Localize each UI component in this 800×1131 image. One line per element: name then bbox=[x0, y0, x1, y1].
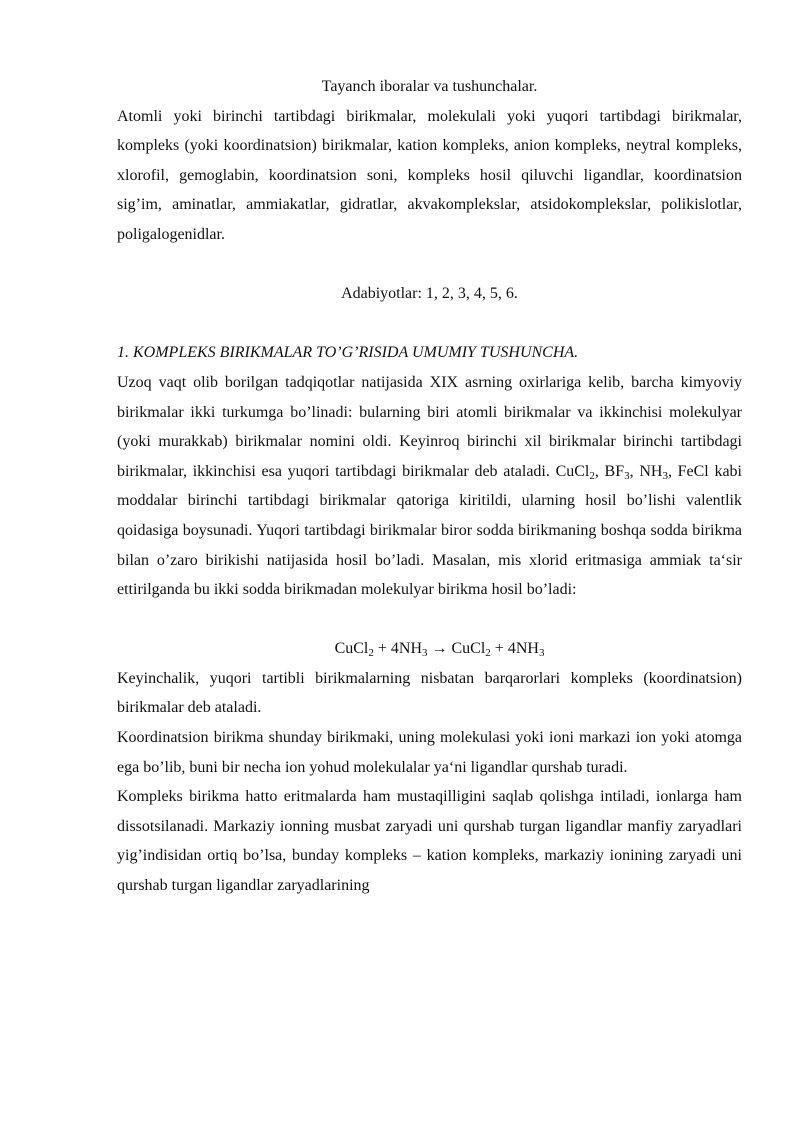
text-run: , NH bbox=[629, 462, 663, 480]
chemical-equation bbox=[117, 634, 742, 664]
text-run: , FeCl kabi moddalar birinchi tartibdagi birikmalar qatoriga kiritildi, ularning hosil bo’lishi valentlik qoidasiga boysunadi. Yuqori tartibdagi birikmalar biror sodda birikmaning boshqa sodda birikma bilan o’zaro birikishi natijasida hosil bo’ladi. Masalan, mis xlorid eritmasiga ammiak ta‘sir ettirilganda bu ikki sodda birikmadan molekulyar birikma hosil bo’ladi: bbox=[117, 462, 742, 599]
spacer bbox=[117, 605, 742, 635]
spacer bbox=[117, 309, 742, 339]
formula-term: CuCl bbox=[451, 640, 486, 658]
subscript: 3 bbox=[538, 647, 545, 660]
keywords-paragraph: Atomli yoki birinchi tartibdagi birikmalar, molekulali yoki yuqori tartibdagi birikmalar, kompleks (yoki koordinatsion) birikmalar, kation kompleks, anion kompleks, neytral kompleks, xlorofil, gemoglabin, koordinatsion soni, kompleks hosil qiluvchi ligandlar, koordinatsion sig’im, aminatlar, ammiakatlar, gidratlar, akvakomplekslar, atsidokomplekslar, polikislotlar, poligalogenidlar. bbox=[117, 107, 742, 243]
text-run: Uzoq vaqt olib borilgan tadqiqotlar natijasida XIX asrning oxirlariga kelib, barcha kimyoviy birikmalar ikki turkumga bo’linadi: bularning biri atomli birikmalar va ikkinchisi molekulyar (yoki murakkab) birikmalar nomini oldi. Keyinroq birinchi xil birikmalar birinchi tartibdagi birikmalar, ikkinchisi esa yuqori tartibdagi birikmalar deb ataladi. CuCl bbox=[117, 373, 742, 480]
literature-line: Adabiyotlar: 1, 2, 3, 4, 5, 6. bbox=[341, 285, 518, 303]
complex-stability-paragraph: Kompleks birikma hatto eritmalarda ham mustaqilligini saqlab qolishga intiladi, ionlarga ham dissotsilanadi. Markaziy ionning musbat zaryadi uni qurshab turgan ligandlar manfiy zaryadlari yig’indisidan ortiq bo’lsa, bunday kompleks – kation kompleks, markaziy ionining zaryadi uni qurshab turgan ligandlar zaryadlarining bbox=[117, 788, 742, 895]
intro-paragraph bbox=[117, 368, 742, 605]
section-heading: 1. KOMPLEKS BIRIKMALAR TO’G’RISIDA UMUMIY TUSHUNCHA. bbox=[117, 344, 579, 362]
complex-definition-paragraph: Keyinchalik, yuqori tartibli birikmalarning nisbatan barqarorlari kompleks (koordinatsion) birikmalar deb ataladi. bbox=[117, 669, 742, 717]
formula-term: CuCl bbox=[334, 640, 369, 658]
formula-term: + 4NH bbox=[490, 640, 539, 658]
formula-term: + 4NH bbox=[373, 640, 422, 658]
subscript: 2 bbox=[485, 647, 491, 660]
subscript: 3 bbox=[422, 647, 428, 660]
document-page bbox=[117, 72, 742, 901]
coordination-definition-paragraph: Koordinatsion birikma shunday birikmaki, uning molekulasi yoki ioni markazi ion yoki atomga ega bo’lib, buni bir necha ion yohud molekulalar ya‘ni ligandlar qurshab turadi. bbox=[117, 729, 742, 776]
subscript: 2 bbox=[368, 647, 374, 660]
subscript: 3 bbox=[662, 469, 668, 482]
subscript: 3 bbox=[624, 469, 630, 482]
subscript: 2 bbox=[589, 469, 595, 482]
text-run: , BF bbox=[594, 462, 625, 480]
page-title: Tayanch iboralar va tushunchalar. bbox=[321, 78, 538, 95]
spacer bbox=[117, 250, 742, 280]
reaction-arrow: → bbox=[427, 640, 452, 658]
